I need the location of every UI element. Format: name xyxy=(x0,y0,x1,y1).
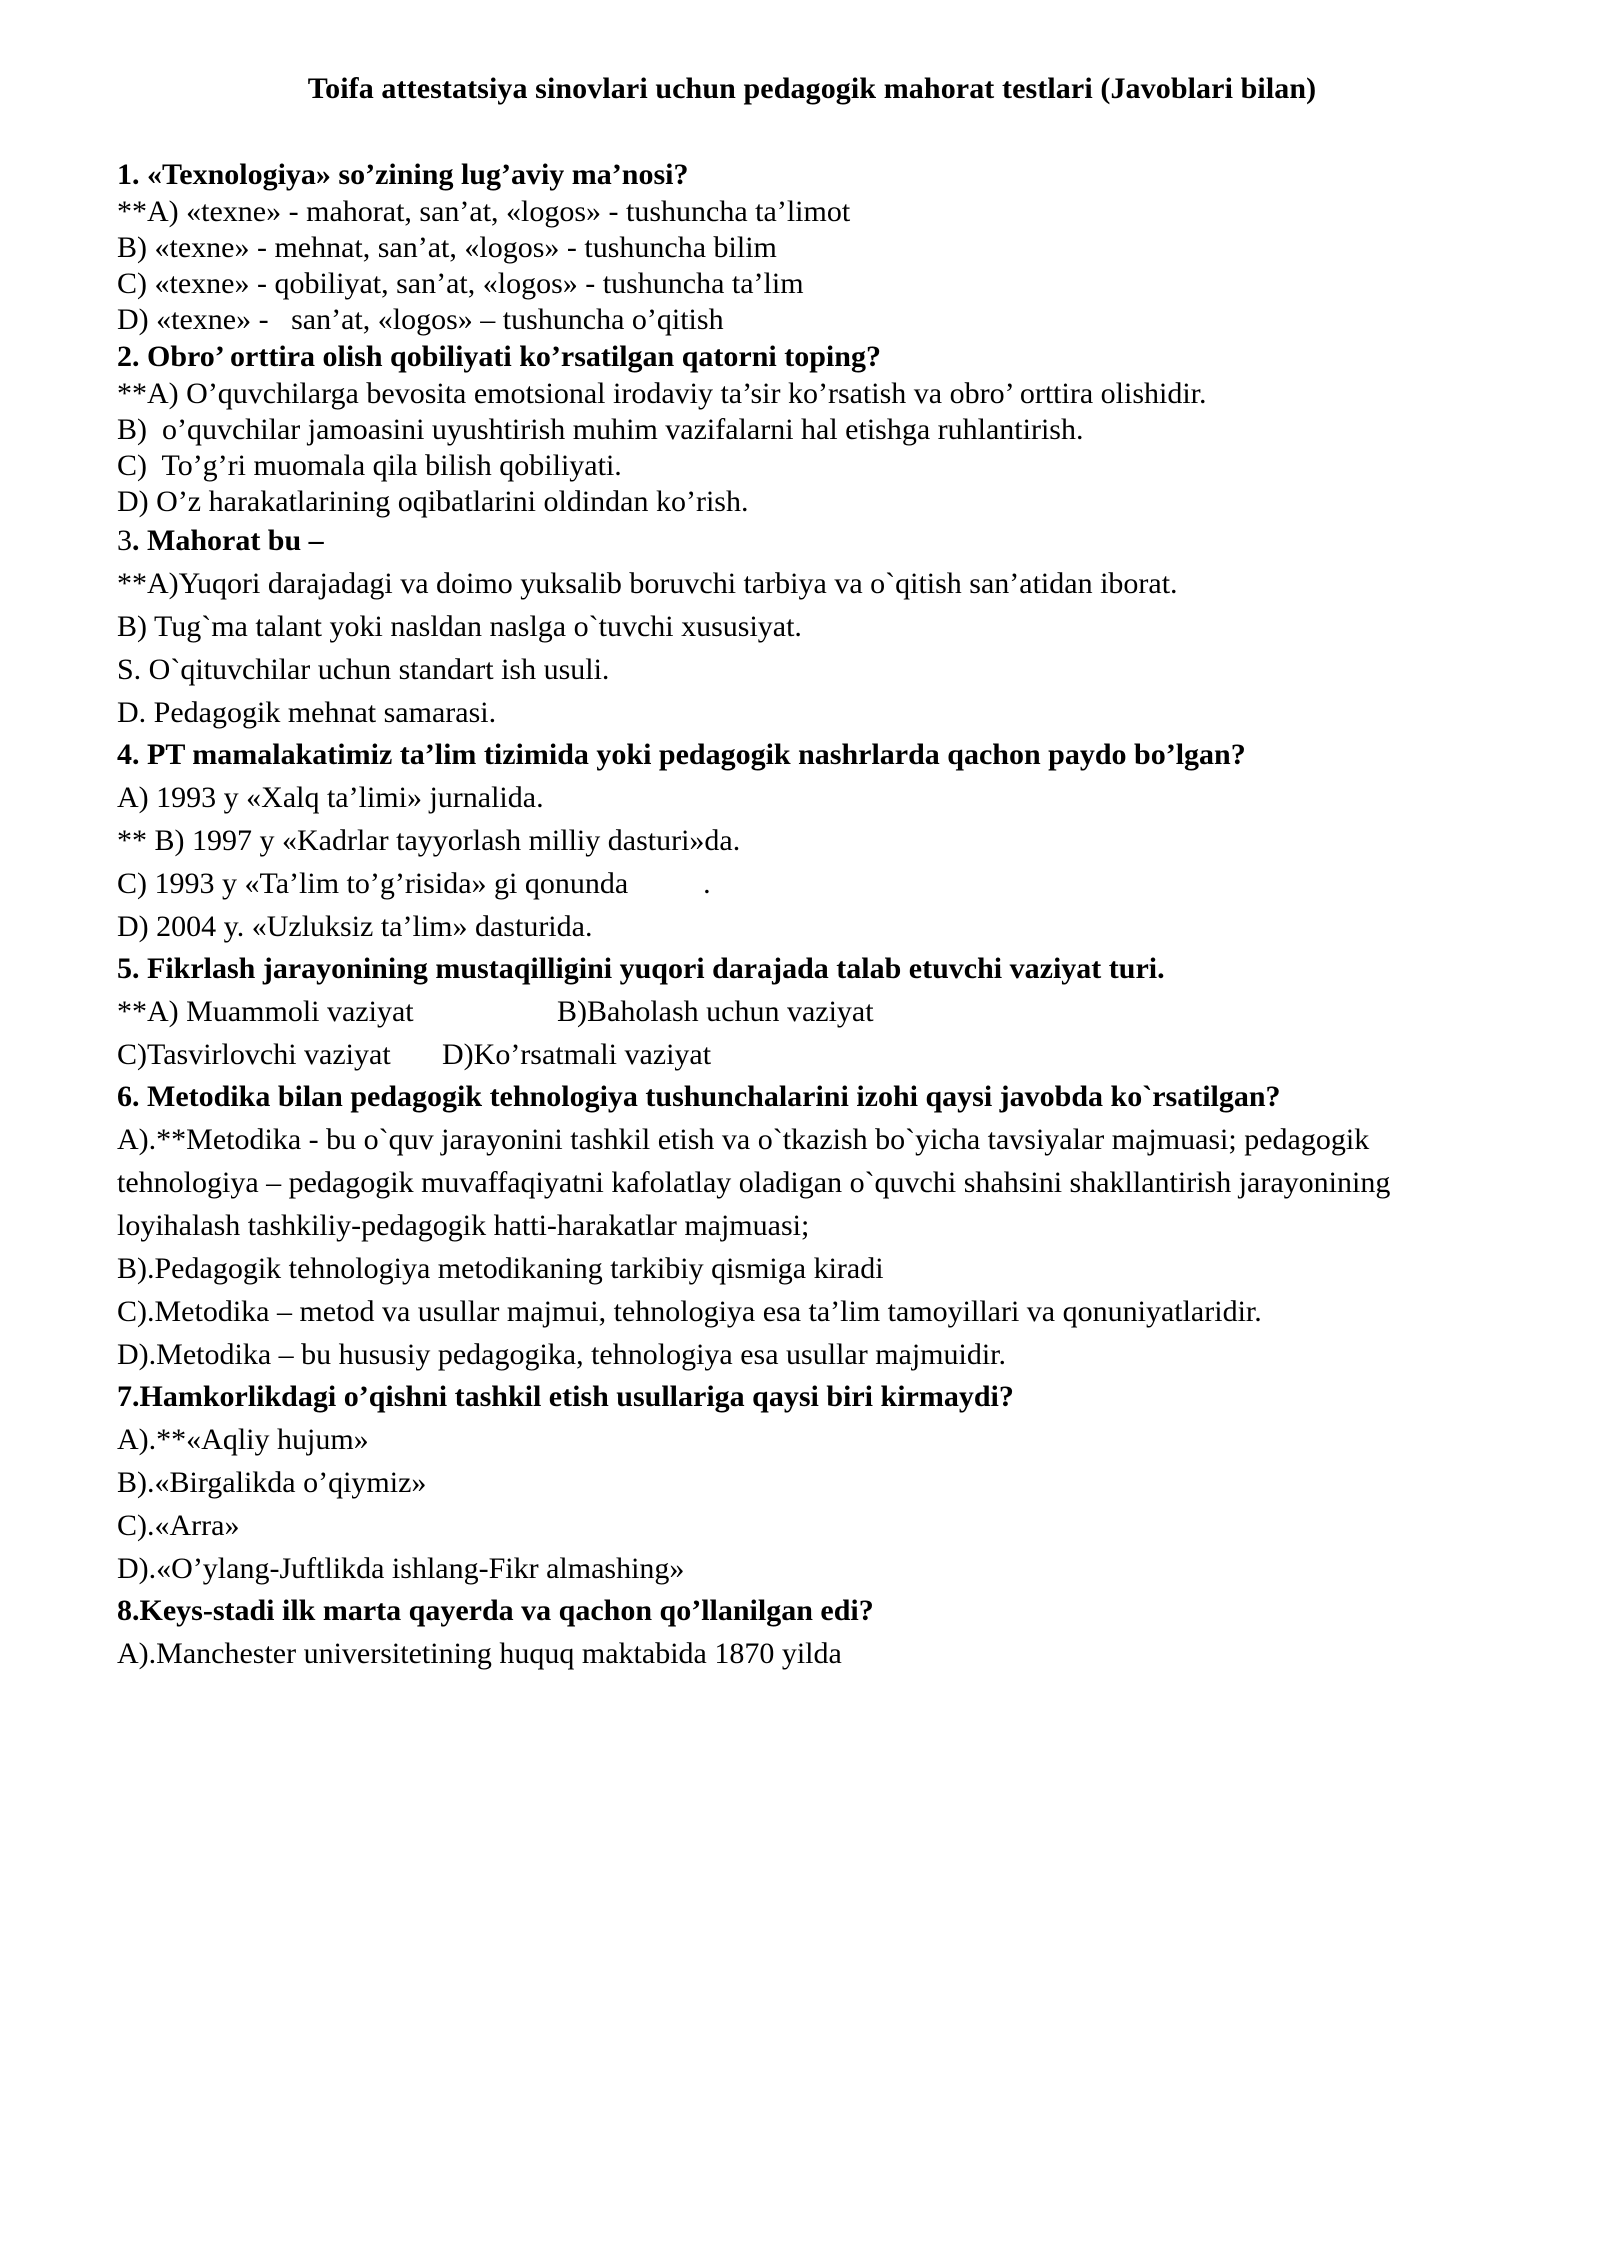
title-spacer xyxy=(117,107,1507,156)
question-prompt-5: 5. Fikrlash jarayonining mustaqilligini yuqori darajada talab etuvchi vaziyat turi. xyxy=(117,951,1165,985)
question-prompt-1: 1. «Texnologiya» so’zining lug’aviy ma’nosi? xyxy=(117,157,689,191)
question-prompt-8: 8.Keys-stadi ilk marta qayerda va qachon qo’llanilgan edi? xyxy=(117,1593,874,1627)
question-block-8 xyxy=(117,1590,1507,1675)
question-2-option-c: C) To’g’ri muomala qila bilish qobiliyati. xyxy=(117,448,622,482)
question-5-option-b: B)Baholash uchun vaziyat xyxy=(557,994,874,1028)
question-4-option-b: ** B) 1997 y «Kadrlar tayyorlash milliy dasturi»da. xyxy=(117,823,741,857)
question-prompt-2: 2. Obro’ orttira olish qobiliyati ko’rsatilgan qatorni toping? xyxy=(117,339,881,373)
question-5-option-c: C)Tasvirlovchi vaziyat xyxy=(117,1037,391,1071)
question-1-option-c: C) «texne» - qobiliyat, san’at, «logos» - tushuncha ta’lim xyxy=(117,266,804,300)
question-prompt-3 xyxy=(117,520,1507,562)
question-8-option-a: A).Manchester universitetining huquq maktabida 1870 yilda xyxy=(117,1636,842,1670)
question-3-option-a: **A)Yuqori darajadagi va doimo yuksalib boruvchi tarbiya va o`qitish san’atidan iborat. xyxy=(117,566,1178,600)
question-3-title: . Mahorat bu – xyxy=(132,523,324,557)
question-1-option-b: B) «texne» - mehnat, san’at, «logos» - tushuncha bilim xyxy=(117,230,777,264)
question-block-4 xyxy=(117,734,1507,948)
question-4-option-c: C) 1993 y «Ta’lim to’g’risida» gi qonunda . xyxy=(117,866,711,900)
question-block-6 xyxy=(117,1076,1507,1376)
question-6-option-b: B).Pedagogik tehnologiya metodikaning tarkibiy qismiga kiradi xyxy=(117,1251,884,1285)
question-1-option-d: D) «texne» - san’at, «logos» – tushuncha o’qitish xyxy=(117,302,724,336)
question-7-option-a: A).**«Aqliy hujum» xyxy=(117,1422,369,1456)
question-block-5 xyxy=(117,948,1507,1076)
question-5-options-row-1 xyxy=(117,990,1507,1033)
question-block-2 xyxy=(117,338,1507,520)
question-6-option-d: D).Metodika – bu hususiy pedagogika, tehnologiya esa usullar majmuidir. xyxy=(117,1337,1007,1371)
question-prompt-6: 6. Metodika bilan pedagogik tehnologiya tushunchalarini izohi qaysi javobda ko`rsatilgan? xyxy=(117,1079,1281,1113)
question-6-option-a: A).**Metodika - bu o`quv jarayonini tashkil etish va o`tkazish bo`yicha tavsiyalar majmuasi; pedagogik tehnologiya – pedagogik muvaffaqiyatni kafolatlay oladigan o`quvchi shahsini shakllantirish jarayonining loyihalash tashkiliy-pedagogik hatti-harakatlar majmuasi; xyxy=(117,1122,1398,1242)
question-3-option-b: B) Tug`ma talant yoki nasldan naslga o`tuvchi xususiyat. xyxy=(117,609,802,643)
question-7-option-d: D).«O’ylang-Juftlikda ishlang-Fikr almashing» xyxy=(117,1551,685,1585)
question-4-option-d: D) 2004 y. «Uzluksiz ta’lim» dasturida. xyxy=(117,909,593,943)
question-6-option-c: C).Metodika – metod va usullar majmui, tehnologiya esa ta’lim tamoyillari va qonuniyatlaridir. xyxy=(117,1294,1262,1328)
question-prompt-7: 7.Hamkorlikdagi o’qishni tashkil etish usullariga qaysi biri kirmaydi? xyxy=(117,1379,1014,1413)
question-7-option-c: C).«Arra» xyxy=(117,1508,240,1542)
question-block-1 xyxy=(117,156,1507,338)
question-3-option-d: D. Pedagogik mehnat samarasi. xyxy=(117,695,497,729)
page-title: Toifa attestatsiya sinovlari uchun pedagogik mahorat testlari (Javoblari bilan) xyxy=(307,72,1317,105)
question-4-option-a: A) 1993 y «Xalq ta’limi» jurnalida. xyxy=(117,780,544,814)
question-3-number: 3 xyxy=(117,523,132,557)
question-7-option-b: B).«Birgalikda o’qiymiz» xyxy=(117,1465,427,1499)
question-prompt-4: 4. PT mamalakatimiz ta’lim tizimida yoki pedagogik nashrlarda qachon paydo bo’lgan? xyxy=(117,737,1246,771)
question-2-option-b: B) o’quvchilar jamoasini uyushtirish muhim vazifalarni hal etishga ruhlantirish. xyxy=(117,412,1084,446)
document-content xyxy=(117,0,1507,1675)
question-3-option-s: S. O`qituvchilar uchun standart ish usuli. xyxy=(117,652,610,686)
question-5-options-row-2 xyxy=(117,1033,1507,1076)
question-2-option-d: D) O’z harakatlarining oqibatlarini oldindan ko’rish. xyxy=(117,484,749,518)
question-1-option-a: **A) «texne» - mahorat, san’at, «logos» - tushuncha ta’limot xyxy=(117,194,851,228)
question-5-option-a: **A) Muammoli vaziyat xyxy=(117,994,414,1028)
question-block-7 xyxy=(117,1376,1507,1590)
question-block-3 xyxy=(117,520,1507,734)
question-5-option-d: D)Ko’rsatmali vaziyat xyxy=(442,1037,712,1071)
question-2-option-a: **A) O’quvchilarga bevosita emotsional irodaviy ta’sir ko’rsatish va obro’ orttira olishidir. xyxy=(117,376,1207,410)
